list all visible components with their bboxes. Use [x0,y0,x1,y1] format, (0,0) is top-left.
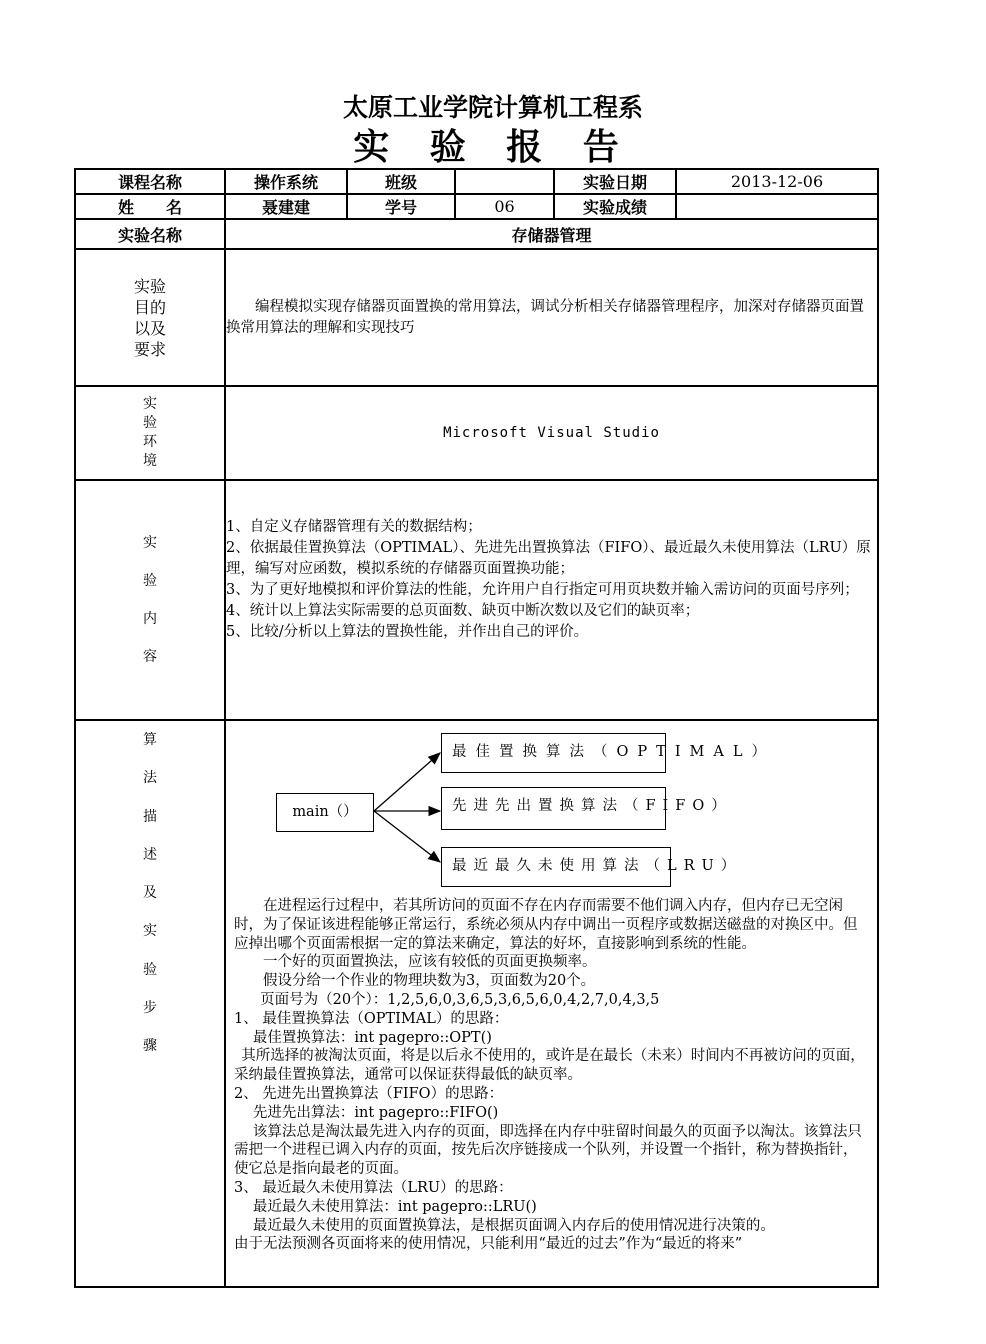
content-list [225,480,878,720]
algorithm-description [225,720,878,1287]
section-title: 2、 先进先出置换算法（FIFO）的思路： [234,1085,504,1102]
algo-paragraph: 该算法总是淘汰最先进入内存的页面，即选择在内存中驻留时间最久的页面予以淘汰。该算法只需把一个进程已调入内存的页面，按先后次序链接成一个队列，并设置一个指针，称为替换指针，使它总是指向最老的页面。 [234,1123,862,1178]
algo-paragraph: 其所选择的被淘汰页面，将是以后永不使用的，或许是在最长（未来）时间内不再被访问的页面，采纳最佳置换算法，通常可以保证获得最低的缺页率。 [234,1048,865,1084]
section-title: 1、 最佳置换算法（OPTIMAL）的思路： [234,1010,509,1027]
experiment-name-label: 实验名称 [75,219,225,249]
environment-row [75,386,878,480]
content-item: 5、比较/分析以上算法的置换性能，并作出自己的评价。 [226,624,589,640]
environment-label: 实 验 环 境 [75,386,225,480]
algo-paragraph: 假设分给一个作业的物理块数为3，页面数为20个。 [263,973,596,990]
content-item: 4、统计以上算法实际需要的总页面数、缺页中断次数以及它们的缺页率； [226,603,700,619]
lru-node: 最近最久未使用算法（LRU） [441,847,671,887]
algorithm-diagram [226,721,877,874]
name-value: 聂建建 [225,194,347,219]
date-value: 2013-12-06 [676,169,878,194]
student-id-value: 06 [455,194,554,219]
purpose-text: 编程模拟实现存储器页面置换的常用算法，调试分析相关存储器管理程序，加深对存储器页面置换常用算法的理解和实现技巧 [225,249,878,386]
algo-paragraph: 在进程运行过程中，若其所访问的页面不存在内存而需要不他们调入内存，但内存已无空闲时，为了保证该进程能够正常运行，系统必须从内存中调出一页程序或数据送磁盘的对换区中。但应掉出哪个页面需根据一定的算法来确定，算法的好坏，直接影响到系统的性能。 [234,898,858,952]
student-id-label: 学号 [347,194,455,219]
experiment-name-row [75,219,878,249]
school-title: 太原工业学院计算机工程系 [342,93,643,122]
fifo-node: 先进先出置换算法（FIFO） [441,787,666,830]
algo-paragraph: 最近最久未使用的页面置换算法，是根据页面调入内存后的使用情况进行决策的。 [252,1217,775,1234]
opt-node: 最佳置换算法（OPTIMAL） [441,733,666,773]
section-function: 先进先出算法：int pagepro::FIFO() [252,1104,499,1121]
info-row-1 [75,169,878,194]
algo-paragraph: 由于无法预测各页面将来的使用情况，只能利用“最近的过去”作为“最近的将来” [234,1236,743,1253]
course-value: 操作系统 [225,169,347,194]
content-item: 2、依据最佳置换算法（OPTIMAL）、先进先出置换算法（FIFO）、最近最久未使用算法（LRU）原理，编写对应函数，模拟系统的存储器页面置换功能； [226,540,871,577]
grade-label: 实验成绩 [554,194,676,219]
section-function: 最佳置换算法：int pagepro::OPT() [252,1029,492,1046]
main-node: main（） [276,793,374,832]
arrow-to-opt [374,753,440,811]
environment-text: Microsoft Visual Studio [225,386,878,480]
grade-value [676,194,878,219]
class-label: 班级 [347,169,455,194]
report-title: 实 验 报 告 [353,127,633,168]
purpose-label: 实验 目的 以及 要求 [75,249,225,386]
name-label: 姓 名 [75,194,225,219]
algo-paragraph: 一个好的页面置换法，应该有较低的页面更换频率。 [263,954,597,971]
content-row [75,480,878,720]
purpose-row [75,249,878,386]
content-item: 1、自定义存储器管理有关的数据结构； [226,519,482,535]
course-label: 课程名称 [75,169,225,194]
arrow-to-lru [374,811,440,862]
algo-paragraph: 页面号为（20个）：1,2,5,6,0,3,6,5,3,6,5,6,0,4,2,7,0,4,3,5 [260,991,660,1008]
algorithm-text [226,871,877,1254]
experiment-name-value: 存储器管理 [225,219,878,249]
section-title: 3、 最近最久未使用算法（LRU）的思路： [234,1179,513,1196]
info-row-2 [75,194,878,219]
content-label: 实 验 内 容 [75,480,225,720]
algorithm-label: 算 法 描 述 及 实 验 步 骤 [75,720,225,1287]
date-label: 实验日期 [554,169,676,194]
report-table [74,168,879,1288]
class-value [455,169,554,194]
section-function: 最近最久未使用算法：int pagepro::LRU() [252,1198,537,1215]
algorithm-row [75,720,878,1287]
content-item: 3、为了更好地模拟和评价算法的性能，允许用户自行指定可用页块数并输入需访问的页面号序列； [226,582,859,598]
